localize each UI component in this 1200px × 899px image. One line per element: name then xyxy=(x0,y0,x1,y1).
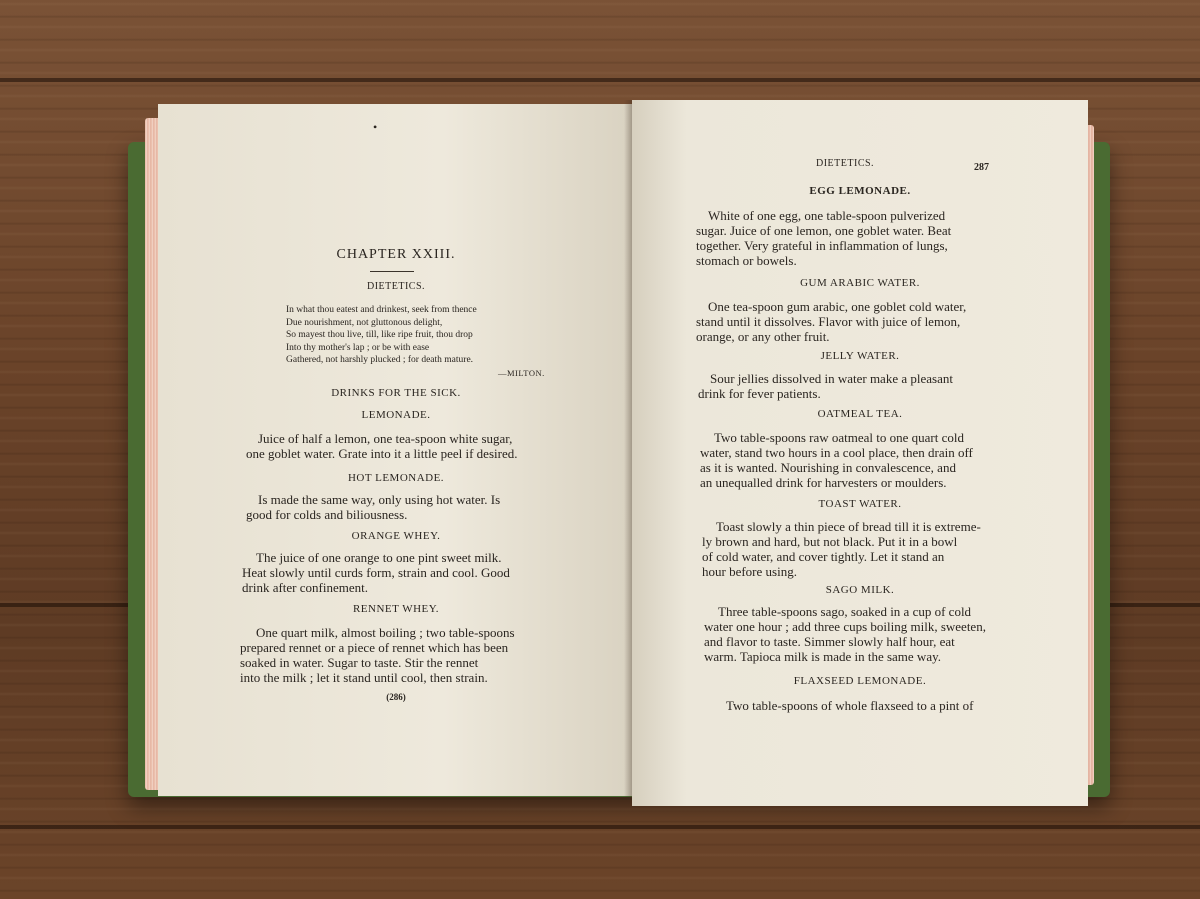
recipe-title: HOT LEMONADE. xyxy=(347,472,445,484)
epigraph-line: Gathered, not harshly plucked ; for death mature. xyxy=(286,355,474,365)
table-plank-seam xyxy=(0,825,1200,829)
chapter-rule xyxy=(370,271,414,272)
page-number: (286) xyxy=(386,692,406,702)
text-line: orange, or any other fruit. xyxy=(696,329,830,344)
recipe-text xyxy=(704,604,1080,664)
recipe-title: FLAXSEED LEMONADE. xyxy=(793,675,927,687)
recipe-title: LEMONADE. xyxy=(361,409,431,421)
recipe-title: JELLY WATER. xyxy=(820,350,900,362)
chapter-title: CHAPTER XXIII. xyxy=(336,247,456,262)
text-line: Heat slowly until curds form, strain and cool. Good xyxy=(242,565,510,580)
text-line: One tea-spoon gum arabic, one goblet cold water, xyxy=(708,299,967,314)
text-line: Two table-spoons raw oatmeal to one quart cold xyxy=(714,430,964,445)
recipe-title: EGG LEMONADE. xyxy=(809,185,911,197)
chapter-subtitle: DIETETICS. xyxy=(366,281,426,292)
table-plank-seam xyxy=(0,78,1200,82)
text-line: Toast slowly a thin piece of bread till it is extreme- xyxy=(716,519,981,534)
text-line: warm. Tapioca milk is made in the same way. xyxy=(704,649,941,664)
text-line: and flavor to taste. Simmer slowly half hour, eat xyxy=(704,634,955,649)
text-line: White of one egg, one table-spoon pulverized xyxy=(708,208,946,223)
recipe-title: SAGO MILK. xyxy=(825,584,895,596)
text-line: one goblet water. Grate into it a little peel if desired. xyxy=(246,446,518,461)
text-line: soaked in water. Sugar to taste. Stir the rennet xyxy=(240,655,479,670)
recipe-title: GUM ARABIC WATER. xyxy=(800,277,920,289)
epigraph-line: In what thou eatest and drinkest, seek from thence xyxy=(286,305,477,315)
epigraph-line: Due nourishment, not gluttonous delight, xyxy=(286,317,443,328)
text-line: The juice of one orange to one pint sweet milk. xyxy=(256,550,502,565)
text-line: hour before using. xyxy=(702,564,797,579)
left-page xyxy=(158,104,634,796)
recipe-text xyxy=(702,519,1078,579)
section-title: DRINKS FOR THE SICK. xyxy=(331,387,461,399)
text-line: stomach or bowels. xyxy=(696,253,797,268)
text-line: prepared rennet or a piece of rennet which has been xyxy=(240,640,509,655)
page-number: 287 xyxy=(974,162,989,173)
text-line: together. Very grateful in inflammation of lungs, xyxy=(696,238,948,253)
recipe-text xyxy=(698,371,1068,401)
epigraph-line: Into thy mother's lap ; or be with ease xyxy=(286,342,430,353)
text-line: Is made the same way, only using hot water. Is xyxy=(258,492,501,507)
recipe-text xyxy=(700,430,1076,490)
text-line: good for colds and biliousness. xyxy=(246,507,408,522)
running-head: DIETETICS. xyxy=(816,158,875,169)
text-line: water, stand two hours in a cool place, then drain off xyxy=(700,445,973,460)
epigraph xyxy=(286,304,576,367)
recipe-text xyxy=(714,698,1084,713)
text-line: drink for fever patients. xyxy=(698,386,821,401)
text-line: Sour jellies dissolved in water make a pleasant xyxy=(710,371,953,386)
recipe-title: ORANGE WHEY. xyxy=(351,530,441,542)
text-line: water one hour ; add three cups boiling milk, sweeten, xyxy=(704,619,986,634)
recipe-title: RENNET WHEY. xyxy=(352,603,440,615)
recipe-title: TOAST WATER. xyxy=(818,498,902,510)
text-line: an unequalled drink for harvesters or moulders. xyxy=(700,475,947,490)
ink-mark: • xyxy=(373,120,378,134)
epigraph-attribution: —MILTON. xyxy=(498,368,545,378)
text-line: of cold water, and cover tightly. Let it stand an xyxy=(702,549,945,564)
recipe-text xyxy=(242,550,612,595)
text-line: drink after confinement. xyxy=(242,580,368,595)
text-line: Three table-spoons sago, soaked in a cup of cold xyxy=(718,604,972,619)
text-line: sugar. Juice of one lemon, one goblet water. Beat xyxy=(696,223,952,238)
text-line: into the milk ; let it stand until cool, then strain. xyxy=(240,670,488,685)
text-line: as it is wanted. Nourishing in convalescence, and xyxy=(700,460,956,475)
text-line: stand until it dissolves. Flavor with juice of lemon, xyxy=(696,314,961,329)
text-line: ly brown and hard, but not black. Put it in a bowl xyxy=(702,534,958,549)
recipe-text xyxy=(240,625,620,685)
text-line: Juice of half a lemon, one tea-spoon white sugar, xyxy=(258,431,513,446)
recipe-text xyxy=(246,431,616,461)
text-line: One quart milk, almost boiling ; two table-spoons xyxy=(256,625,515,640)
recipe-text xyxy=(696,208,1066,268)
recipe-title: OATMEAL TEA. xyxy=(817,408,903,420)
right-page xyxy=(632,100,1088,806)
text-line: Two table-spoons of whole flaxseed to a pint of xyxy=(726,698,974,713)
recipe-text xyxy=(696,299,1066,344)
epigraph-line: So mayest thou live, till, like ripe fruit, thou drop xyxy=(286,330,473,340)
recipe-text xyxy=(246,492,616,522)
